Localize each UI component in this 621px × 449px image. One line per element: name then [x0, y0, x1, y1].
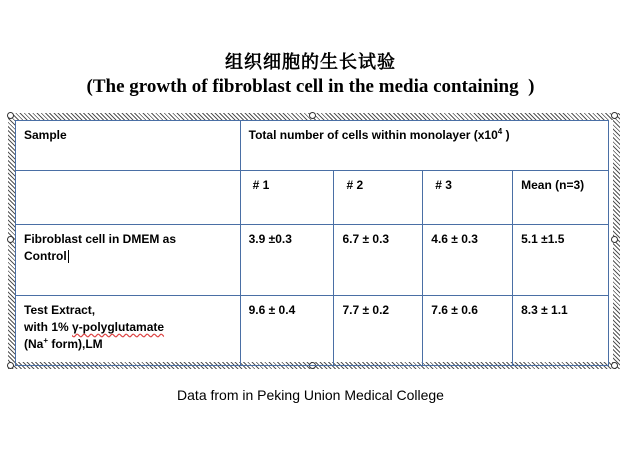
sample-label-line: Test Extract,	[24, 303, 96, 317]
resize-handle-top-left[interactable]	[7, 112, 14, 119]
total-header: Total number of cells within monolayer ($x10^4$ )	[248, 127, 510, 142]
source-caption: Data from in Peking Union Medical College	[177, 387, 444, 403]
data-table[interactable]	[15, 120, 609, 366]
resize-handle-top-center[interactable]	[309, 112, 316, 119]
value-cell: 5.1 ±1.5	[521, 232, 565, 246]
value-cell: 3.9 ±0.3	[248, 232, 292, 246]
table-cell[interactable]	[423, 296, 513, 366]
sample-header: Sample	[24, 128, 67, 142]
table-row	[16, 225, 609, 296]
table-cell[interactable]	[240, 225, 334, 296]
value-cell: 7.7 ± 0.2	[342, 303, 390, 317]
table-cell[interactable]	[513, 171, 609, 225]
value-cell: 8.3 ± 1.1	[521, 303, 568, 317]
table-cell[interactable]	[513, 296, 609, 366]
column-header-2: # 2	[346, 178, 364, 192]
table-row	[16, 121, 609, 171]
value-cell: 4.6 ± 0.3	[431, 232, 478, 246]
sample-label-line: Fibroblast cell in DMEM as	[24, 232, 177, 246]
resize-handle-middle-left[interactable]	[7, 236, 14, 243]
sample-label-line: with 1% γ-polyglutamate	[24, 320, 165, 334]
table-cell[interactable]	[334, 225, 423, 296]
table-cell[interactable]	[334, 296, 423, 366]
column-header-3: # 3	[435, 178, 452, 192]
resize-handle-bottom-left[interactable]	[7, 362, 14, 369]
table-cell[interactable]	[334, 171, 423, 225]
english-title: (The growth of fibroblast cell in the media containing )	[86, 76, 535, 97]
text-cursor	[68, 250, 69, 263]
value-cell: 6.7 ± 0.3	[342, 232, 390, 246]
table-cell[interactable]	[16, 225, 241, 296]
column-header-mean: Mean (n=3)	[521, 178, 585, 192]
spellcheck-word: γ-polyglutamate	[72, 320, 165, 334]
value-cell: 7.6 ± 0.6	[431, 303, 478, 317]
table-cell[interactable]	[16, 171, 241, 225]
sample-label-line: (Na+ form),LM	[24, 336, 103, 351]
resize-handle-middle-right[interactable]	[611, 236, 618, 243]
column-header-1: # 1	[252, 178, 270, 192]
table-cell[interactable]	[513, 225, 609, 296]
table-cell[interactable]	[240, 296, 334, 366]
sample-header-cell[interactable]	[16, 121, 241, 171]
chinese-title: 组织细胞的生长试验	[225, 52, 396, 73]
table-cell[interactable]	[240, 171, 334, 225]
table-row	[16, 296, 609, 366]
table-cell[interactable]	[16, 296, 241, 366]
table-cell[interactable]	[423, 171, 513, 225]
resize-handle-top-right[interactable]	[611, 112, 618, 119]
resize-handle-bottom-right[interactable]	[611, 362, 618, 369]
sample-label-line: Control	[24, 249, 67, 263]
value-cell: 9.6 ± 0.4	[248, 303, 296, 317]
table-row	[16, 171, 609, 225]
total-header-cell[interactable]	[240, 121, 608, 171]
table-cell[interactable]	[423, 225, 513, 296]
